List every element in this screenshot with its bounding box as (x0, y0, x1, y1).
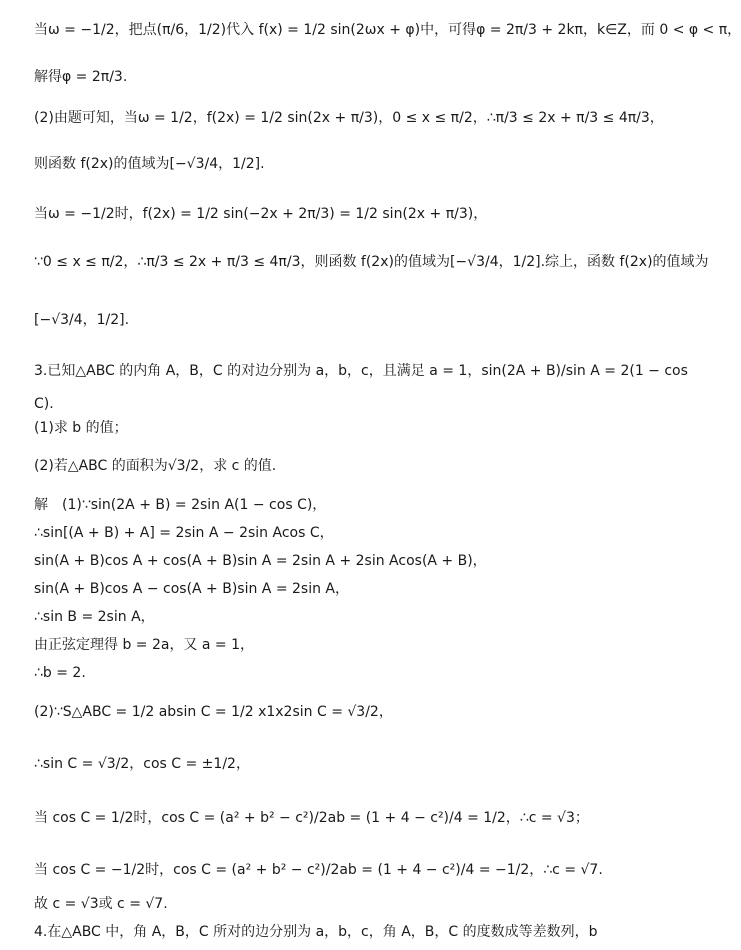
text-line (34, 446, 626, 486)
line-24: 4.在△ABC 中，角 A，B，C 所对的边分别为 a，b，c，角 A，B，C 的度数成等差数列，b (34, 924, 598, 940)
text-line (34, 522, 626, 544)
text-line (34, 240, 709, 284)
line-12: 解 (1)∵sin(2A + B) = 2sin A(1 − cos C)， (34, 497, 327, 513)
text-line (34, 606, 626, 628)
text-line (34, 662, 626, 684)
text-line (34, 352, 688, 390)
line-19: (2)∵S△ABC = 1/2 absin C = 1/2 x1x2sin C = √3/2， (34, 704, 393, 720)
line-8: 3.已知△ABC 的内角 A，B，C 的对边分别为 a，b，c，且满足 a = 1，sin(2A + B)/sin A = 2(1 − cos (34, 363, 688, 379)
text-line (34, 194, 626, 234)
line-18: ∴b = 2. (34, 665, 86, 681)
text-line (34, 850, 626, 890)
text-line (34, 142, 626, 186)
line-1: 当ω = −1/2，把点(π/6，1/2)代入 f(x) = 1/2 sin(2ωx + φ)中，可得φ = 2π/3 + 2kπ，k∈Z，而 0 < φ < π， (34, 22, 741, 38)
line-7: [−√3/4，1/2]. (34, 312, 130, 328)
text-line (34, 60, 626, 94)
text-line (34, 394, 626, 414)
text-line (34, 920, 626, 944)
line-2: 解得φ = 2π/3. (34, 69, 128, 85)
line-23: 故 c = √3或 c = √7. (34, 896, 168, 912)
text-line (34, 634, 626, 656)
line-21: 当 cos C = 1/2时，cos C = (a² + b² − c²)/2ab = (1 + 4 − c²)/4 = 1/2，∴c = √3； (34, 810, 589, 826)
line-17: 由正弦定理得 b = 2a，又 a = 1， (34, 637, 255, 653)
text-line (34, 742, 626, 786)
text-line (34, 550, 626, 572)
line-20: ∴sin C = √3/2，cos C = ±1/2， (34, 756, 250, 772)
line-5: 当ω = −1/2时，f(2x) = 1/2 sin(−2x + 2π/3) = 1/2 sin(2x + π/3)， (34, 206, 488, 222)
line-9: C). (34, 396, 54, 412)
line-14: sin(A + B)cos A + cos(A + B)sin A = 2sin A + 2sin Acos(A + B)， (34, 553, 487, 569)
line-4: 则函数 f(2x)的值域为[−√3/4，1/2]. (34, 156, 265, 172)
line-10: (1)求 b 的值； (34, 420, 128, 436)
line-11: (2)若△ABC 的面积为√3/2，求 c 的值. (34, 458, 277, 474)
text-line (34, 892, 626, 916)
text-line (34, 796, 626, 840)
text-line (34, 10, 741, 50)
text-line (34, 100, 664, 136)
text-line (34, 578, 626, 600)
text-line (34, 418, 626, 438)
line-16: ∴sin B = 2sin A， (34, 609, 155, 625)
line-3: (2)由题可知，当ω = 1/2，f(2x) = 1/2 sin(2x + π/3)，0 ≤ x ≤ π/2，∴π/3 ≤ 2x + π/3 ≤ 4π/3， (34, 110, 664, 126)
text-line (34, 298, 626, 342)
line-22: 当 cos C = −1/2时，cos C = (a² + b² − c²)/2ab = (1 + 4 − c²)/4 = −1/2，∴c = √7. (34, 862, 603, 878)
text-line (34, 690, 626, 734)
line-13: ∴sin[(A + B) + A] = 2sin A − 2sin Acos C， (34, 525, 334, 541)
line-6: ∵0 ≤ x ≤ π/2，∴π/3 ≤ 2x + π/3 ≤ 4π/3，则函数 f(2x)的值域为[−√3/4，1/2].综上，函数 f(2x)的值域为 (34, 254, 709, 270)
line-15: sin(A + B)cos A − cos(A + B)sin A = 2sin A， (34, 581, 350, 597)
text-line (34, 494, 626, 516)
